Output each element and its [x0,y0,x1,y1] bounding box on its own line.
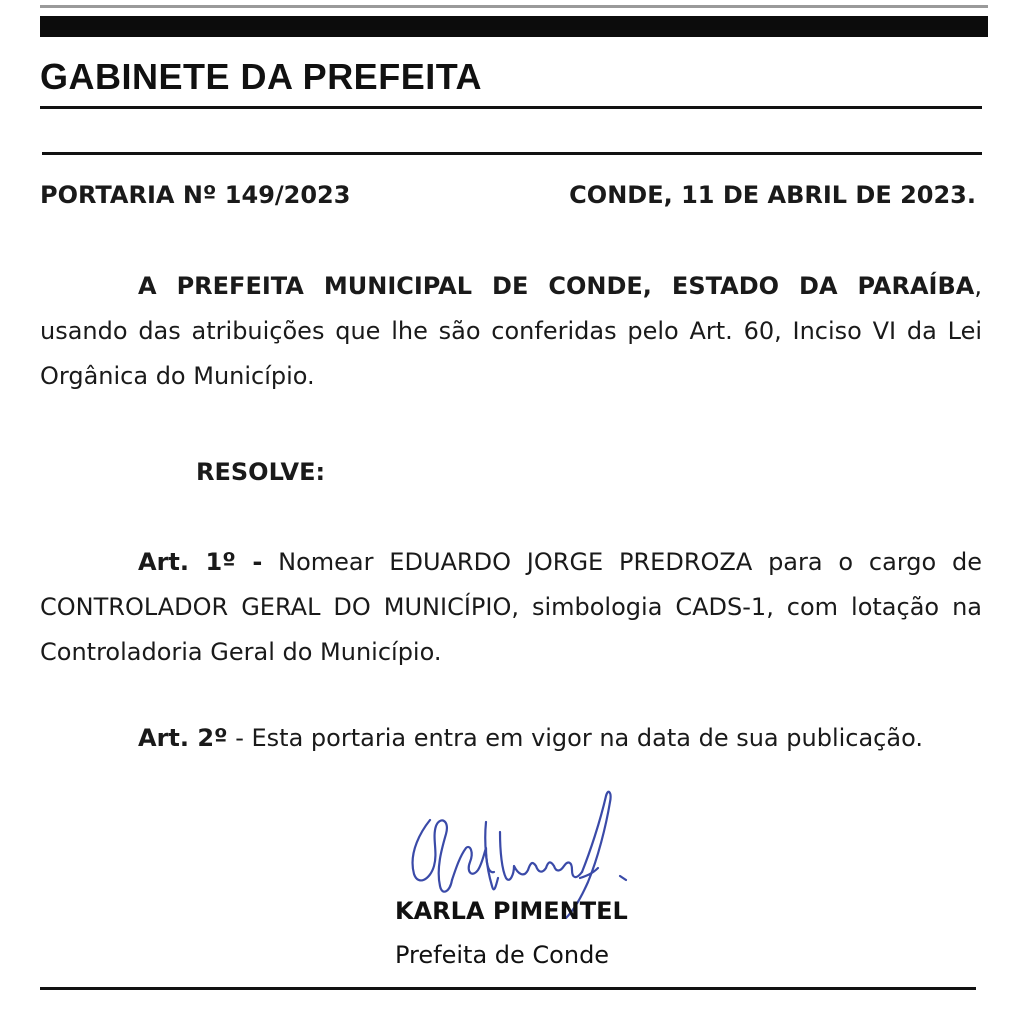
article-1-text: Nomear EDUARDO JORGE PREDROZA para o cargo de CONTROLADOR GERAL DO MUNICÍPIO, simbologia CADS-1, com lotação na Controladoria Geral do Município. [40,548,982,666]
article-2-text: - Esta portaria entra em vigor na data de sua publicação. [227,724,923,752]
signer-name: KARLA PIMENTEL [395,897,628,925]
preamble-rest: , usando das atribuições que lhe são conferidas pelo Art. 60, Inciso VI da Lei Orgânica do Município. [40,272,982,390]
article-2-paragraph [40,716,982,761]
preamble-bold: A PREFEITA MUNICIPAL DE CONDE, ESTADO DA PARAÍBA [138,272,975,300]
portaria-place-date: CONDE, 11 DE ABRIL DE 2023. [569,181,976,209]
article-2-label: Art. 2º [138,724,228,752]
preamble-paragraph [40,264,982,399]
header-bar [40,16,988,37]
article-1-label: Art. 1º - [138,548,263,576]
header-rule-bottom [42,152,982,155]
office-title: GABINETE DA PREFEITA [40,56,483,97]
resolve-heading: RESOLVE: [196,458,326,486]
article-1-paragraph [40,540,982,675]
top-border-line [40,0,988,8]
header-rule-top [40,106,982,109]
portaria-number: PORTARIA Nº 149/2023 [40,181,351,209]
footer-rule [40,987,976,990]
signer-role: Prefeita de Conde [395,941,610,969]
